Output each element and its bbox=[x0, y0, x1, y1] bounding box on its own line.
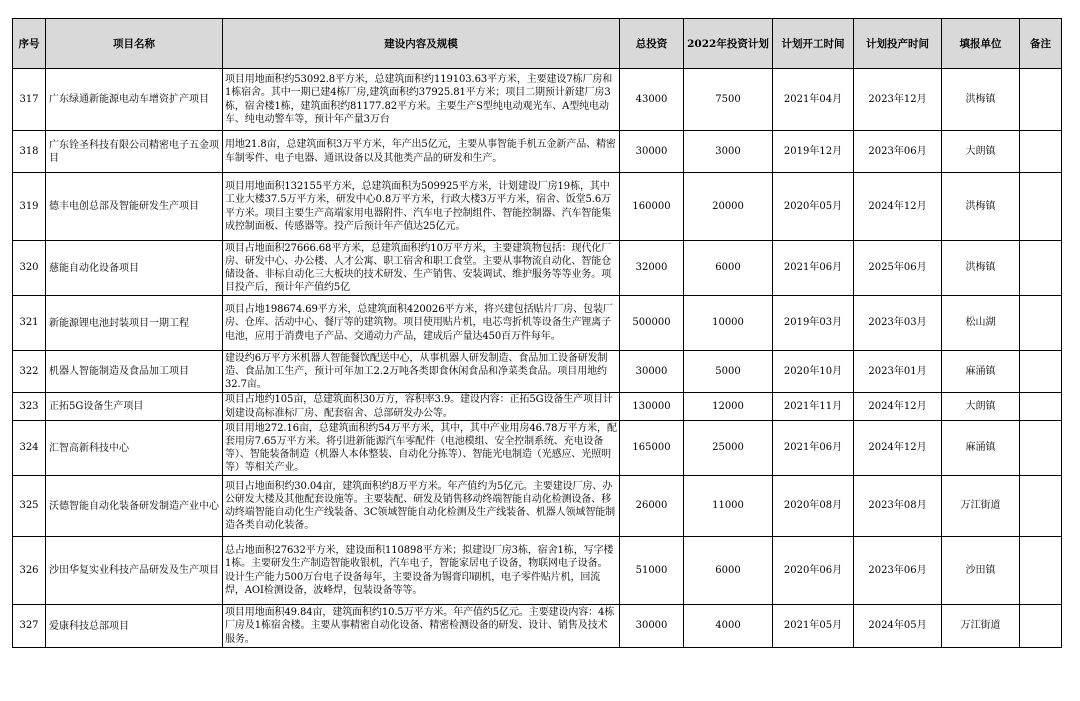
start-time: 2021年05月 bbox=[783, 620, 843, 632]
plan-2022: 6000 bbox=[715, 262, 741, 274]
production-time: 2023年01月 bbox=[868, 365, 927, 377]
reporting-unit: 万江街道 bbox=[960, 500, 1001, 512]
table-row bbox=[13, 69, 1062, 131]
start-time-cell bbox=[773, 421, 854, 476]
reporting-unit-cell bbox=[942, 241, 1020, 296]
project-name: 沃德智能自动化装备研发制造产业中心 bbox=[49, 500, 219, 512]
table-row bbox=[13, 393, 1062, 421]
plan-2022-cell bbox=[684, 605, 773, 648]
plan-2022-cell bbox=[684, 296, 773, 351]
construction-content: 总占地面积27632平方米，建设面积110898平方米；拟建设厂房3栋，宿舍1栋，写字楼1栋。主要研发生产制造智能收银机，汽车电子，智能家居电子设备，物联网电子设备。设计生产能力500万台电子设备每年，主要设备为锡膏印刷机，电子零件贴片机，回流焊，AOI检测设备，波峰焊，包装设备等等。 bbox=[225, 545, 614, 596]
plan-2022: 3000 bbox=[715, 145, 741, 157]
start-time: 2019年12月 bbox=[783, 145, 843, 157]
total-investment: 30000 bbox=[635, 365, 668, 377]
production-time-cell bbox=[854, 605, 942, 648]
row-number: 322 bbox=[19, 365, 39, 377]
start-time-cell bbox=[773, 537, 854, 605]
reporting-unit-cell bbox=[942, 351, 1020, 393]
note-cell bbox=[1020, 241, 1062, 296]
start-time-cell bbox=[773, 69, 854, 131]
start-time-cell bbox=[773, 241, 854, 296]
production-time: 2025年06月 bbox=[868, 262, 927, 274]
header-note: 备注 bbox=[1020, 19, 1062, 69]
row-number: 326 bbox=[19, 564, 39, 576]
reporting-unit: 洪梅镇 bbox=[965, 200, 996, 212]
project-name: 新能源锂电池封装项目一期工程 bbox=[49, 317, 189, 329]
row-number: 317 bbox=[19, 93, 39, 105]
production-time-cell bbox=[854, 537, 942, 605]
construction-content-cell bbox=[223, 393, 620, 421]
row-number: 327 bbox=[19, 620, 39, 632]
plan-2022: 20000 bbox=[712, 200, 744, 212]
construction-content-cell bbox=[223, 296, 620, 351]
construction-content-cell bbox=[223, 605, 620, 648]
project-name: 沙田华复实业科技产品研发及生产项目 bbox=[49, 565, 219, 576]
construction-content: 项目占地约105亩，总建筑面积30万方，容积率3.9。建设内容：正拓5G设备生产项目计划建设高标准标厂房、配套宿舍、总部研发办公等。 bbox=[225, 394, 613, 419]
total-investment: 26000 bbox=[635, 500, 668, 512]
row-number: 320 bbox=[19, 262, 39, 274]
construction-content-cell bbox=[223, 173, 620, 241]
reporting-unit-cell bbox=[942, 421, 1020, 476]
start-time-cell bbox=[773, 605, 854, 648]
total-investment-cell bbox=[620, 69, 684, 131]
header-name: 项目名称 bbox=[46, 19, 223, 69]
production-time-cell bbox=[854, 393, 942, 421]
project-table-sheet bbox=[12, 18, 1062, 648]
project-name: 正拓5G设备生产项目 bbox=[49, 401, 144, 412]
project-name-cell bbox=[46, 605, 223, 648]
start-time-cell bbox=[773, 173, 854, 241]
production-time: 2023年03月 bbox=[868, 317, 927, 329]
row-number: 321 bbox=[19, 317, 39, 329]
note-cell bbox=[1020, 296, 1062, 351]
row-number: 323 bbox=[19, 400, 39, 412]
production-time: 2023年12月 bbox=[868, 93, 927, 105]
reporting-unit: 麻涌镇 bbox=[965, 365, 996, 377]
production-time: 2024年12月 bbox=[868, 400, 927, 412]
production-time: 2024年12月 bbox=[868, 200, 927, 212]
plan-2022: 4000 bbox=[715, 620, 741, 632]
note-cell bbox=[1020, 476, 1062, 537]
start-time-cell bbox=[773, 351, 854, 393]
total-investment: 51000 bbox=[635, 564, 668, 576]
table-row bbox=[13, 537, 1062, 605]
start-time: 2021年11月 bbox=[783, 400, 843, 412]
construction-content: 项目占地面积27666.68平方米，总建筑面积约10万平方米，主要建筑物包括：现代化厂房、研发中心、办公楼、人才公寓、职工宿舍和职工食堂。主要从事物流自动化、智能仓储设备、非标自动化三大板块的技术研发、生产销售、安装调试、维护服务等等业务。项目投产后，预计年产值约5亿 bbox=[225, 242, 612, 294]
reporting-unit-cell bbox=[942, 537, 1020, 605]
project-name: 机器人智能制造及食品加工项目 bbox=[49, 366, 189, 377]
start-time: 2021年04月 bbox=[783, 93, 843, 105]
total-investment: 30000 bbox=[635, 145, 668, 157]
start-time-cell bbox=[773, 131, 854, 173]
reporting-unit: 大朗镇 bbox=[965, 145, 996, 157]
construction-content-cell bbox=[223, 476, 620, 537]
project-name-cell bbox=[46, 351, 223, 393]
plan-2022-cell bbox=[684, 476, 773, 537]
construction-content-cell bbox=[223, 131, 620, 173]
total-investment-cell bbox=[620, 476, 684, 537]
row-number: 324 bbox=[19, 442, 39, 454]
plan-2022: 6000 bbox=[715, 564, 741, 576]
construction-content: 项目占地198674.69平方米，总建筑面积420026平方米，将兴建包括贴片厂房、包装厂房、仓库、活动中心、餐厅等的建筑物。项目使用贴片机，电芯弯折机等设备生产锂离子电池，应用于消费电子产品、交通动力产品，建成后产量达450百万件每年。 bbox=[225, 304, 613, 342]
row-number-cell bbox=[13, 537, 46, 605]
construction-content-cell bbox=[223, 537, 620, 605]
production-time-cell bbox=[854, 131, 942, 173]
plan-2022: 12000 bbox=[712, 400, 744, 412]
construction-content: 项目用地面积约53092.8平方米，总建筑面积约119103.63平方米，主要建设7栋厂房和1栋宿舍。其中一期已建4栋厂房,建筑面积约37925.81平方米；项目二期预计新建厂房3栋，宿舍楼1栋，建筑面积约81177.82平方米。主要生产S型纯电动观光车、A型纯电动车、纯电动警车等，预计年产量3万台 bbox=[225, 74, 613, 125]
note-cell bbox=[1020, 131, 1062, 173]
reporting-unit: 麻涌镇 bbox=[965, 442, 996, 454]
table-row bbox=[13, 241, 1062, 296]
construction-content-cell bbox=[223, 421, 620, 476]
header-row bbox=[13, 19, 1062, 69]
row-number-cell bbox=[13, 421, 46, 476]
plan-2022-cell bbox=[684, 351, 773, 393]
table-body bbox=[13, 69, 1062, 648]
table-row bbox=[13, 605, 1062, 648]
row-number: 319 bbox=[19, 200, 39, 212]
production-time: 2023年06月 bbox=[868, 564, 927, 576]
production-time-cell bbox=[854, 241, 942, 296]
total-investment: 32000 bbox=[635, 262, 668, 274]
row-number-cell bbox=[13, 476, 46, 537]
start-time-cell bbox=[773, 393, 854, 421]
construction-content: 用地21.8亩，总建筑面积3万平方米，年产出5亿元，主要从事智能手机五金新产品、精密车制零件、电子电器、通讯设备以及其他类产品的研发和生产。 bbox=[225, 139, 616, 164]
note-cell bbox=[1020, 173, 1062, 241]
start-time: 2021年06月 bbox=[783, 262, 843, 274]
project-name: 广东绿通新能源电动车增资扩产项目 bbox=[49, 94, 209, 105]
production-time-cell bbox=[854, 476, 942, 537]
project-name: 汇智高新科技中心 bbox=[49, 442, 129, 454]
reporting-unit: 洪梅镇 bbox=[965, 93, 996, 105]
total-investment: 130000 bbox=[632, 400, 671, 412]
start-time: 2021年06月 bbox=[783, 442, 843, 454]
total-investment-cell bbox=[620, 173, 684, 241]
production-time-cell bbox=[854, 173, 942, 241]
reporting-unit: 洪梅镇 bbox=[965, 262, 996, 274]
row-number-cell bbox=[13, 131, 46, 173]
construction-content-cell bbox=[223, 241, 620, 296]
total-investment-cell bbox=[620, 351, 684, 393]
plan-2022-cell bbox=[684, 131, 773, 173]
total-investment-cell bbox=[620, 393, 684, 421]
note-cell bbox=[1020, 351, 1062, 393]
construction-content: 项目用地面积49.84亩，建筑面积约10.5万平方米。年产值约5亿元。主要建设内容：4栋厂房及1栋宿舍楼。主要从事精密自动化设备、精密检测设备的研发、设计、销售及技术服务。 bbox=[225, 607, 615, 645]
reporting-unit-cell bbox=[942, 131, 1020, 173]
reporting-unit-cell bbox=[942, 476, 1020, 537]
row-number-cell bbox=[13, 241, 46, 296]
total-investment: 165000 bbox=[632, 442, 671, 454]
production-time-cell bbox=[854, 296, 942, 351]
start-time: 2020年06月 bbox=[783, 564, 843, 576]
project-name-cell bbox=[46, 393, 223, 421]
construction-content-cell bbox=[223, 69, 620, 131]
total-investment-cell bbox=[620, 605, 684, 648]
project-name: 爱康科技总部项目 bbox=[49, 620, 129, 632]
row-number-cell bbox=[13, 69, 46, 131]
table-row bbox=[13, 131, 1062, 173]
plan-2022-cell bbox=[684, 241, 773, 296]
plan-2022: 25000 bbox=[712, 442, 744, 454]
production-time: 2023年08月 bbox=[868, 500, 927, 512]
header-content: 建设内容及规模 bbox=[223, 19, 620, 69]
project-name-cell bbox=[46, 69, 223, 131]
total-investment: 43000 bbox=[635, 93, 668, 105]
construction-content: 项目用地面积132155平方米，总建筑面积为509925平方米，计划建设厂房19栋，其中工业大楼37.5万平方米，研发中心0.8万平方米，行政大楼3万平方米，宿舍、饭堂5.6万平方米。项目主要生产高端家用电器附件、汽车电子控制组件、智能控制器、汽车智能集成控制面板、传感器等。投产后预计年产值达25亿元。 bbox=[225, 181, 612, 232]
production-time: 2023年06月 bbox=[868, 145, 927, 157]
row-number: 325 bbox=[19, 500, 39, 512]
reporting-unit-cell bbox=[942, 173, 1020, 241]
plan-2022-cell bbox=[684, 537, 773, 605]
start-time: 2020年05月 bbox=[783, 200, 843, 212]
reporting-unit: 大朗镇 bbox=[965, 400, 996, 412]
reporting-unit-cell bbox=[942, 296, 1020, 351]
total-investment: 30000 bbox=[635, 620, 668, 632]
plan-2022: 10000 bbox=[712, 317, 744, 329]
plan-2022-cell bbox=[684, 421, 773, 476]
header-no: 序号 bbox=[13, 19, 46, 69]
total-investment-cell bbox=[620, 537, 684, 605]
header-start-time: 计划开工时间 bbox=[773, 19, 854, 69]
construction-content-cell bbox=[223, 351, 620, 393]
production-time-cell bbox=[854, 351, 942, 393]
note-cell bbox=[1020, 537, 1062, 605]
start-time-cell bbox=[773, 476, 854, 537]
start-time: 2020年10月 bbox=[783, 365, 843, 377]
reporting-unit-cell bbox=[942, 605, 1020, 648]
reporting-unit: 万江街道 bbox=[960, 620, 1001, 632]
plan-2022: 5000 bbox=[715, 365, 741, 377]
project-name: 慈能自动化设备项目 bbox=[49, 262, 139, 274]
project-name-cell bbox=[46, 537, 223, 605]
row-number: 318 bbox=[19, 145, 39, 157]
note-cell bbox=[1020, 605, 1062, 648]
construction-content: 项目占地面积约30.04亩，建筑面积约8万平方米。年产值约为5亿元。主要建设厂房、办公研发大楼及其他配套设施等。主要装配、研发及销售移动终端智能自动化检测设备、移动终端智能自动化生产线装备、3C领域智能自动化检测及生产线装备、机器人领域智能制造各类自动化装备。 bbox=[225, 480, 616, 532]
row-number-cell bbox=[13, 296, 46, 351]
plan-2022: 11000 bbox=[712, 500, 744, 512]
construction-content: 建设约6万平方米机器人智能餐饮配送中心，从事机器人研发制造、食品加工设备研发制造、食品加工生产，预计可年加工2.2万吨各类即食休闲食品和净菜类食品。项目用地约32.7亩。 bbox=[225, 352, 608, 391]
row-number-cell bbox=[13, 605, 46, 648]
plan-2022-cell bbox=[684, 69, 773, 131]
total-investment-cell bbox=[620, 421, 684, 476]
table-row bbox=[13, 351, 1062, 393]
reporting-unit-cell bbox=[942, 69, 1020, 131]
project-name-cell bbox=[46, 131, 223, 173]
table-row bbox=[13, 296, 1062, 351]
total-investment-cell bbox=[620, 241, 684, 296]
start-time: 2020年08月 bbox=[783, 500, 843, 512]
plan-2022-cell bbox=[684, 173, 773, 241]
note-cell bbox=[1020, 393, 1062, 421]
reporting-unit: 沙田镇 bbox=[965, 564, 996, 576]
row-number-cell bbox=[13, 393, 46, 421]
header-reporting-unit: 填报单位 bbox=[942, 19, 1020, 69]
project-name-cell bbox=[46, 173, 223, 241]
project-name-cell bbox=[46, 296, 223, 351]
note-cell bbox=[1020, 421, 1062, 476]
start-time-cell bbox=[773, 296, 854, 351]
reporting-unit: 松山湖 bbox=[965, 317, 996, 329]
plan-2022: 7500 bbox=[715, 93, 741, 105]
note-cell bbox=[1020, 69, 1062, 131]
row-number-cell bbox=[13, 351, 46, 393]
header-production-time: 计划投产时间 bbox=[854, 19, 942, 69]
start-time: 2019年03月 bbox=[783, 317, 843, 329]
project-name-cell bbox=[46, 421, 223, 476]
table-row bbox=[13, 476, 1062, 537]
production-time-cell bbox=[854, 69, 942, 131]
header-total-investment: 总投资 bbox=[620, 19, 684, 69]
project-table bbox=[12, 18, 1062, 648]
table-row bbox=[13, 173, 1062, 241]
total-investment-cell bbox=[620, 296, 684, 351]
construction-content: 项目用地272.16亩，总建筑面积约54万平方米，其中，其中产业用房46.78万平方米，配套用房7.65万平方米。将引进新能源汽车零配件（电池模组、安全控制系统、充电设备等）、智能装备制造（机器人本体整装、自动化分拣等）、智能光电制造（光感应、光照明等）等相关产业。 bbox=[225, 422, 617, 474]
total-investment: 500000 bbox=[632, 317, 671, 329]
production-time: 2024年05月 bbox=[868, 620, 927, 632]
production-time: 2024年12月 bbox=[868, 442, 927, 454]
header-2022-plan: 2022年投资计划 bbox=[684, 19, 773, 69]
row-number-cell bbox=[13, 173, 46, 241]
reporting-unit-cell bbox=[942, 393, 1020, 421]
project-name: 广东铨圣科技有限公司精密电子五金项目 bbox=[49, 139, 219, 164]
project-name-cell bbox=[46, 241, 223, 296]
table-row bbox=[13, 421, 1062, 476]
project-name-cell bbox=[46, 476, 223, 537]
plan-2022-cell bbox=[684, 393, 773, 421]
production-time-cell bbox=[854, 421, 942, 476]
total-investment: 160000 bbox=[632, 200, 671, 212]
total-investment-cell bbox=[620, 131, 684, 173]
project-name: 德丰电创总部及智能研发生产项目 bbox=[49, 201, 199, 212]
